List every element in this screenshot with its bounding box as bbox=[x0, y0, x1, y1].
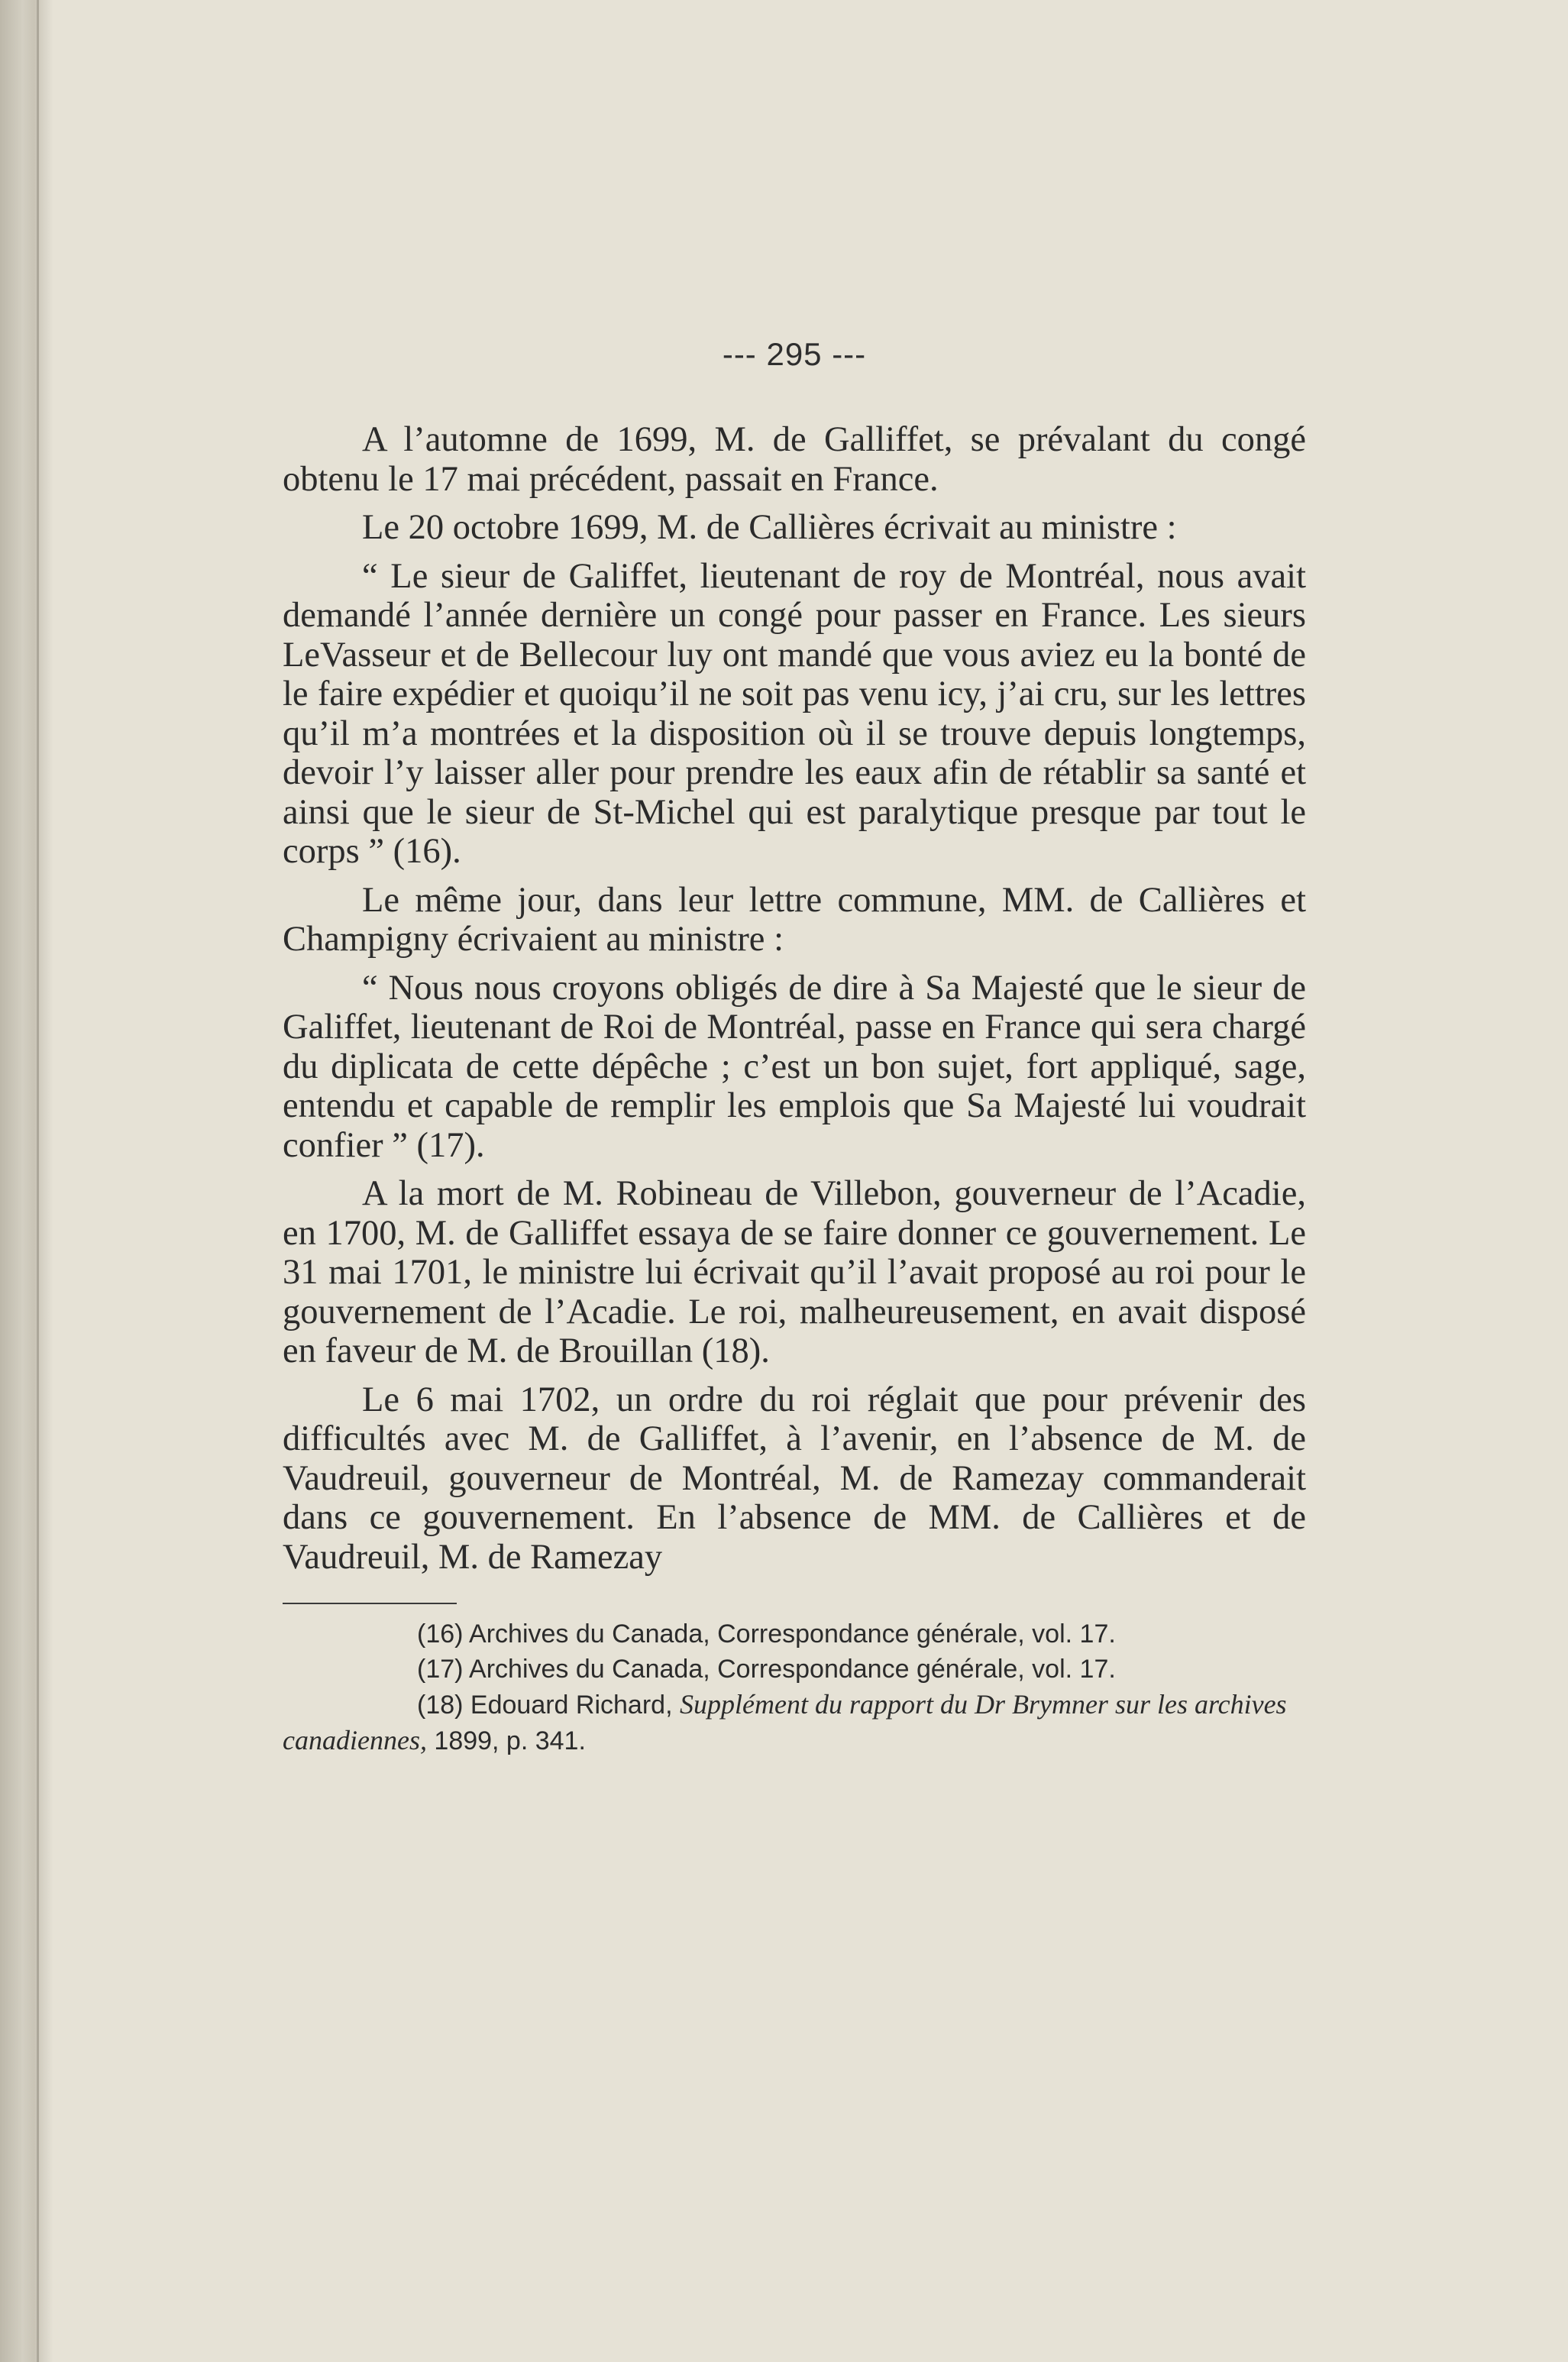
footnote-text: Archives du Canada, Correspondance générale, vol. 17. bbox=[469, 1655, 1116, 1684]
paragraph: Le 20 octobre 1699, M. de Callières écrivait au ministre : bbox=[362, 508, 1177, 547]
document-page bbox=[283, 336, 1306, 1759]
page-number: --- 295 --- bbox=[722, 336, 867, 372]
paragraph: “ Le sieur de Galiffet, lieutenant de roy de Montréal, nous avait demandé l’année dernière un congé pour passer en France. Les sieurs LeVasseur et de Bellecour luy ont mandé que vous aviez eu la bonté de le faire expédier et quoiqu’il ne soit pas venu icy, j’ai cru, sur les lettres qu’il m’a montrées et la disposition où il se trouve depuis longtemps, devoir l’y laisser aller pour prendre les eaux afin de rétablir sa santé et ainsi que le sieur de St-Michel qui est paralytique presque par tout le corps ” (16). bbox=[283, 556, 1306, 871]
paragraph: Le même jour, dans leur lettre commune, MM. de Callières et Champigny écrivaient au ministre : bbox=[283, 880, 1306, 959]
footnote-citation: 1899, p. 341. bbox=[434, 1726, 586, 1755]
footnote-author: Edouard Richard, bbox=[470, 1691, 673, 1720]
footnotes bbox=[283, 1616, 1306, 1759]
paragraph: A l’automne de 1699, M. de Galliffet, se prévalant du congé obtenu le 17 mai précédent, passait en France. bbox=[283, 420, 1306, 499]
footnote-number: (16) bbox=[417, 1619, 464, 1649]
binding-line bbox=[37, 0, 39, 2362]
footnote-text: Archives du Canada, Correspondance générale, vol. 17. bbox=[469, 1619, 1116, 1649]
footnote-number: (18) bbox=[417, 1691, 464, 1720]
page-binding-edge bbox=[0, 0, 53, 2362]
footnote bbox=[283, 1616, 1306, 1652]
paragraph: “ Nous nous croyons obligés de dire à Sa Majesté que le sieur de Galiffet, lieutenant de Roi de Montréal, passe en France qui sera chargé du diplicata de cette dépêche ; c’est un bon sujet, fort appliqué, sage, entendu et capable de remplir les emplois que Sa Majesté lui voudrait confier ” (17). bbox=[283, 968, 1306, 1165]
footnote-divider bbox=[283, 1603, 457, 1604]
footnote bbox=[283, 1687, 1306, 1759]
footnote-title: Supplément du rapport du Dr Brymner sur les archives canadiennes, bbox=[283, 1689, 1287, 1755]
footnote bbox=[283, 1652, 1306, 1687]
body-text bbox=[283, 420, 1306, 1577]
paragraph: Le 6 mai 1702, un ordre du roi réglait que pour prévenir des difficultés avec M. de Galliffet, à l’avenir, en l’absence de M. de Vaudreuil, gouverneur de Montréal, M. de Ramezay commanderait dans ce gouvernement. En l’absence de MM. de Callières et de Vaudreuil, M. de Ramezay bbox=[283, 1380, 1306, 1577]
footnote-number: (17) bbox=[417, 1655, 464, 1684]
paragraph: A la mort de M. Robineau de Villebon, gouverneur de l’Acadie, en 1700, M. de Galliffet essaya de se faire donner ce gouvernement. Le 31 mai 1701, le ministre lui écrivait qu’il l’avait proposé au roi pour le gouvernement de l’Acadie. Le roi, malheureusement, en avait disposé en faveur de M. de Brouillan (18). bbox=[283, 1174, 1306, 1370]
